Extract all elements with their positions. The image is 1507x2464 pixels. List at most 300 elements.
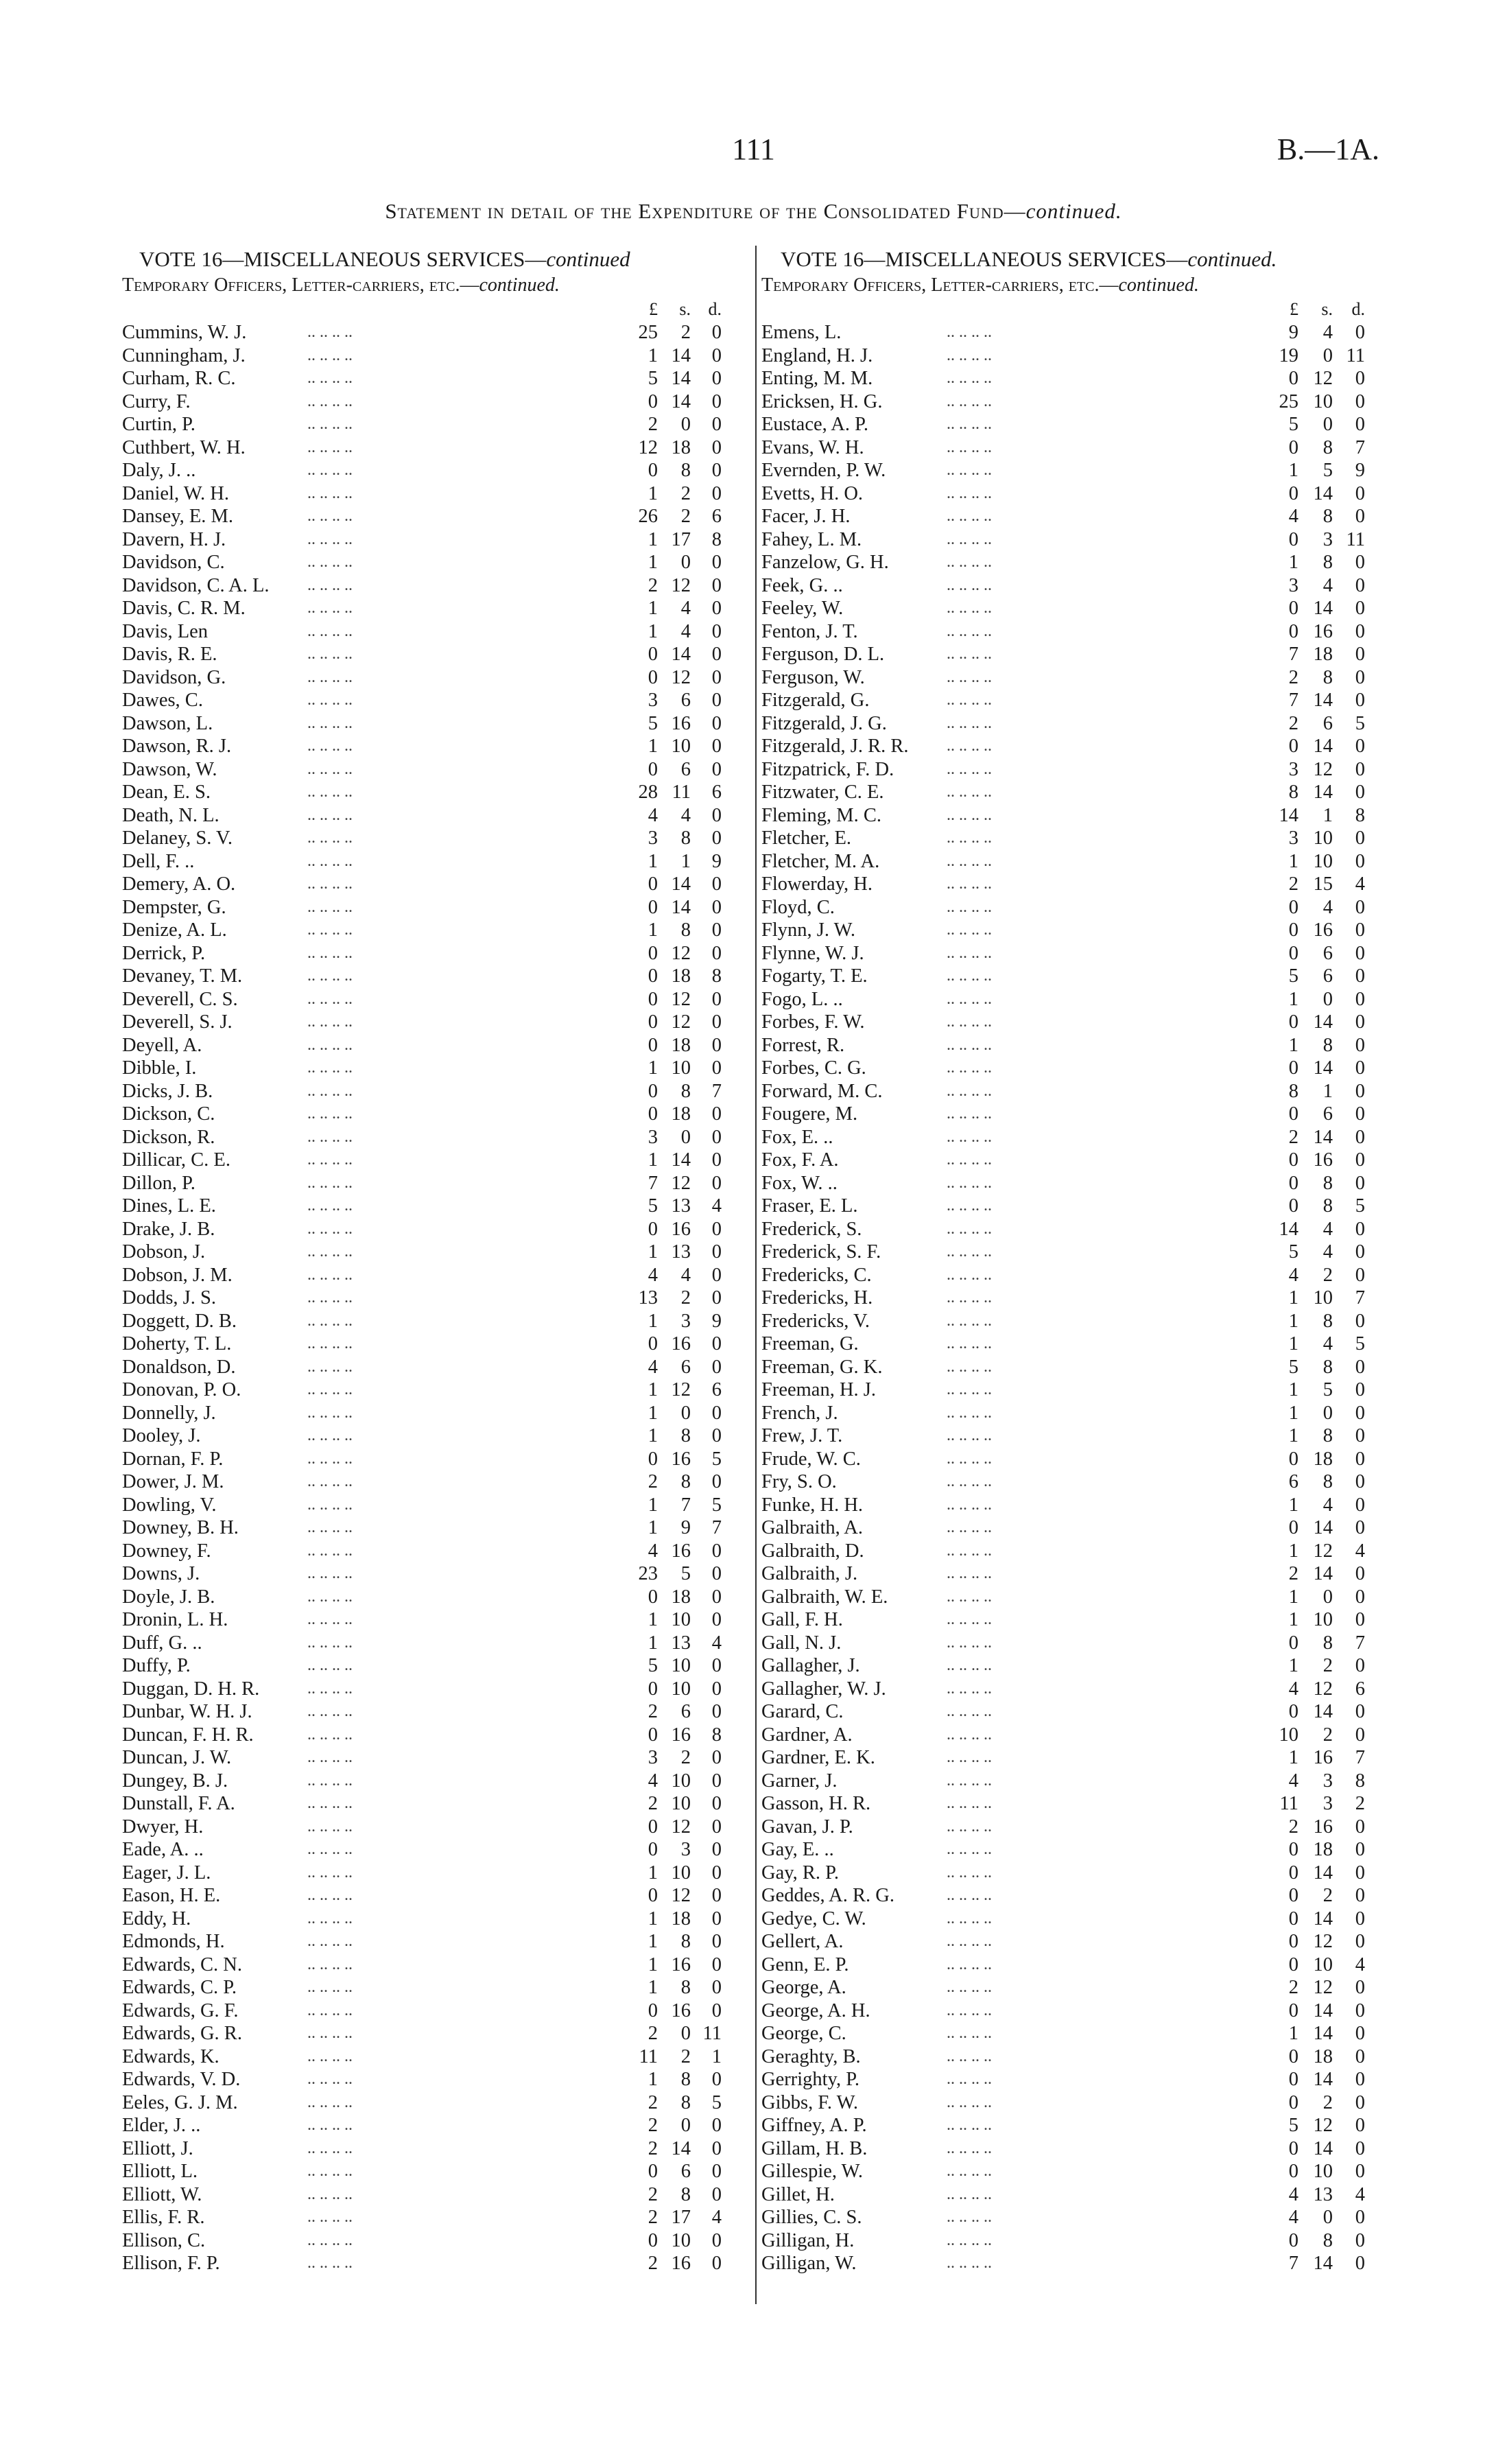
ledger-row	[122, 781, 750, 804]
shillings-value: 16	[1313, 620, 1333, 642]
pounds-value: 14	[1279, 804, 1298, 826]
payee-name: Donnelly, J.	[122, 1402, 216, 1424]
leader-dots: .. .. .. ..	[947, 875, 992, 893]
right-column	[761, 246, 1389, 2275]
ledger-row	[122, 620, 750, 644]
payee-name: Doherty, T. L.	[122, 1333, 232, 1354]
leader-dots: .. .. .. ..	[947, 1335, 992, 1352]
pounds-value: 1	[648, 2069, 658, 2090]
pounds-value: 1	[648, 1977, 658, 1998]
shillings-value: 6	[680, 758, 691, 780]
pounds-value: 0	[1288, 1011, 1298, 1033]
leader-dots: .. .. .. ..	[307, 921, 353, 939]
ledger-row	[761, 1632, 1389, 1655]
payee-name: Feek, G. ..	[761, 574, 843, 596]
shillings-value: 8	[1322, 1425, 1333, 1446]
payee-name: Forbes, F. W.	[761, 1011, 865, 1033]
pounds-value: 0	[1288, 736, 1298, 757]
leader-dots: .. .. .. ..	[947, 1472, 992, 1490]
pounds-value: 10	[1279, 1724, 1298, 1746]
leader-dots: .. .. .. ..	[947, 852, 992, 870]
leader-dots: .. .. .. ..	[307, 943, 353, 962]
pounds-value: 5	[1288, 2115, 1298, 2136]
shillings-value: 4	[1322, 1494, 1333, 1516]
ledger-row	[122, 1586, 750, 1609]
ledger-row	[761, 1034, 1389, 1057]
ledger-row	[761, 1057, 1389, 1080]
pounds-value: 3	[648, 828, 658, 849]
shillings-value: 2	[1322, 1724, 1333, 1746]
payee-name: Gardner, E. K.	[761, 1747, 875, 1768]
ledger-row	[761, 1724, 1389, 1747]
payee-name: Garner, J.	[761, 1770, 838, 1792]
leader-dots: .. .. .. ..	[947, 897, 992, 916]
ledger-row	[761, 1470, 1389, 1494]
pounds-value: 13	[638, 1287, 658, 1309]
shillings-value: 12	[671, 1011, 691, 1033]
leader-dots: .. .. .. ..	[307, 1265, 353, 1284]
pence-value: 0	[1355, 1034, 1365, 1056]
ledger-row	[761, 1976, 1389, 1999]
pounds-value: 8	[1288, 1080, 1298, 1102]
pounds-value: 1	[648, 1953, 658, 1975]
ledger-row	[761, 1264, 1389, 1287]
pence-value: 0	[711, 2115, 722, 2136]
pounds-value: 0	[648, 1218, 658, 1240]
shillings-value: 12	[671, 666, 691, 688]
pounds-value: 0	[1288, 1999, 1298, 2021]
shillings-value: 4	[680, 620, 691, 642]
pounds-value: 2	[648, 2115, 658, 2136]
pounds-value: 3	[648, 1747, 658, 1768]
right-subheading-text: Temporary Officers, Letter-carriers, etc.—	[761, 274, 1119, 296]
payee-name: Fougere, M.	[761, 1103, 858, 1125]
shillings-value: 10	[671, 1655, 691, 1676]
pence-value: 0	[711, 1701, 722, 1722]
pence-value: 0	[1355, 2207, 1365, 2228]
payee-name: Dillicar, C. E.	[122, 1149, 230, 1171]
leader-dots: .. .. .. ..	[947, 1725, 992, 1744]
leader-dots: .. .. .. ..	[947, 1541, 992, 1560]
pounds-value: 1	[648, 344, 658, 366]
pounds-value: 4	[648, 1356, 658, 1378]
leader-dots: .. .. .. ..	[307, 760, 353, 778]
shillings-value: 14	[1313, 2023, 1333, 2044]
payee-name: Davidson, C.	[122, 552, 225, 573]
payee-name: Fenton, J. T.	[761, 620, 858, 642]
shillings-value: 18	[1313, 2045, 1333, 2067]
payee-name: Davidson, C. A. L.	[122, 574, 270, 596]
pounds-value: 0	[1288, 1931, 1298, 1952]
ledger-row	[122, 1516, 750, 1540]
payee-name: Gay, E. ..	[761, 1839, 834, 1860]
leader-dots: .. .. .. ..	[947, 599, 992, 617]
pence-value: 0	[1355, 965, 1365, 987]
ledger-row	[122, 1172, 750, 1195]
leader-dots: .. .. .. ..	[947, 1564, 992, 1582]
payee-name: Ferguson, W.	[761, 666, 865, 688]
shillings-value: 4	[1322, 574, 1333, 596]
pence-value: 1	[711, 2045, 722, 2067]
shillings-value: 12	[1313, 2115, 1333, 2136]
shillings-value: 8	[680, 1080, 691, 1102]
payee-name: Frew, J. T.	[761, 1425, 843, 1446]
payee-name: Fredericks, H.	[761, 1287, 873, 1309]
leader-dots: .. .. .. ..	[947, 1081, 992, 1100]
payee-name: Elliott, J.	[122, 2137, 193, 2159]
left-subheading-continued: continued.	[479, 274, 560, 296]
pence-value: 5	[711, 2091, 722, 2113]
ledger-row	[761, 1378, 1389, 1402]
shillings-value: 14	[1313, 1517, 1333, 1538]
leader-dots: .. .. .. ..	[307, 1289, 353, 1306]
shillings-value: 5	[1322, 1379, 1333, 1400]
shillings-value: 16	[671, 1448, 691, 1470]
pence-value: 4	[1355, 873, 1365, 895]
pounds-value: 0	[648, 1103, 658, 1125]
ledger-row	[122, 1448, 750, 1471]
payee-name: Dawson, R. J.	[122, 736, 232, 757]
pence-value: 0	[711, 2229, 722, 2251]
shillings-value: 8	[680, 2183, 691, 2205]
pence-value: 0	[711, 1586, 722, 1608]
payee-name: Dobson, J.	[122, 1241, 206, 1263]
shillings-value: 16	[1313, 1149, 1333, 1171]
ledger-row	[761, 1792, 1389, 1816]
shillings-value: 0	[680, 2115, 691, 2136]
shillings-value: 2	[1322, 1264, 1333, 1286]
left-column	[122, 246, 750, 2275]
payee-name: Curry, F.	[122, 390, 191, 412]
ledger-row	[122, 919, 750, 942]
pence-value: 0	[1355, 1724, 1365, 1746]
pounds-value: 0	[648, 1333, 658, 1354]
shillings-value: 14	[671, 368, 691, 389]
pounds-value: 1	[1288, 2023, 1298, 2044]
payee-name: Delaney, S. V.	[122, 828, 233, 849]
leader-dots: .. .. .. ..	[307, 897, 353, 916]
payee-name: Downey, B. H.	[122, 1517, 239, 1538]
pence-value: 0	[1355, 919, 1365, 941]
shillings-value: 17	[671, 528, 691, 550]
payee-name: Fitzgerald, J. R. R.	[761, 736, 909, 757]
shillings-value: 14	[1313, 1999, 1333, 2021]
payee-name: Floyd, C.	[761, 896, 835, 918]
shillings-value: 12	[671, 1379, 691, 1400]
shillings-value: 10	[671, 1770, 691, 1792]
pence-value: 0	[711, 1816, 722, 1838]
leader-dots: .. .. .. ..	[947, 576, 992, 594]
leader-dots: .. .. .. ..	[947, 1955, 992, 1973]
left-units-header	[122, 298, 750, 321]
pence-value: 0	[1355, 666, 1365, 688]
pence-value: 2	[1355, 1793, 1365, 1814]
leader-dots: .. .. .. ..	[947, 1978, 992, 1996]
payee-name: Galbraith, D.	[761, 1540, 864, 1562]
ledger-row	[761, 1310, 1389, 1333]
leader-dots: .. .. .. ..	[947, 989, 992, 1008]
pence-value: 0	[1355, 1264, 1365, 1286]
ledger-row	[122, 1999, 750, 2023]
payee-name: Denize, A. L.	[122, 919, 227, 941]
pence-value: 4	[1355, 1540, 1365, 1562]
ledger-row	[122, 1378, 750, 1402]
shillings-value: 8	[1322, 552, 1333, 573]
leader-dots: .. .. .. ..	[947, 622, 992, 640]
payee-name: French, J.	[761, 1402, 838, 1424]
pence-value: 0	[1355, 2023, 1365, 2044]
pence-value: 0	[1355, 896, 1365, 918]
payee-name: Galbraith, J.	[761, 1563, 858, 1584]
pounds-value: 0	[648, 666, 658, 688]
pence-value: 0	[711, 1149, 722, 1171]
leader-dots: .. .. .. ..	[947, 1151, 992, 1169]
pence-value: 0	[1355, 644, 1365, 665]
pounds-value: 0	[648, 896, 658, 918]
pounds-value: 7	[1288, 644, 1298, 665]
ledger-row	[122, 735, 750, 758]
leader-dots: .. .. .. ..	[947, 1679, 992, 1698]
payee-name: Flynne, W. J.	[761, 942, 864, 964]
leader-dots: .. .. .. ..	[307, 1035, 353, 1054]
right-shillings-header: s.	[1321, 299, 1333, 319]
leader-dots: .. .. .. ..	[307, 1173, 353, 1192]
pounds-value: 1	[1288, 1310, 1298, 1332]
pounds-value: 5	[1288, 1241, 1298, 1263]
statement-title	[0, 199, 1507, 224]
ledger-row	[761, 390, 1389, 414]
shillings-value: 0	[1322, 1586, 1333, 1608]
shillings-value: 10	[671, 2229, 691, 2251]
pence-value: 0	[711, 2253, 722, 2274]
leader-dots: .. .. .. ..	[307, 1518, 353, 1536]
shillings-value: 17	[671, 2207, 691, 2228]
pence-value: 0	[711, 736, 722, 757]
right-units-header	[761, 298, 1389, 321]
pence-value: 6	[1355, 1678, 1365, 1700]
pence-value: 0	[711, 758, 722, 780]
pounds-value: 0	[1288, 919, 1298, 941]
payee-name: Fitzgerald, G.	[761, 690, 870, 711]
ledger-row	[122, 2091, 750, 2115]
ledger-row	[122, 1562, 750, 1586]
payee-name: Dobson, J. M.	[122, 1264, 233, 1286]
leader-dots: .. .. .. ..	[947, 2024, 992, 2042]
ledger-row	[122, 712, 750, 736]
pounds-value: 0	[1288, 482, 1298, 504]
leader-dots: .. .. .. ..	[947, 2231, 992, 2249]
pence-value: 0	[1355, 1839, 1365, 1860]
pence-value: 11	[702, 2023, 722, 2044]
pounds-value: 1	[648, 919, 658, 941]
pounds-value: 1	[648, 1609, 658, 1630]
left-shillings-header: s.	[679, 299, 691, 319]
pence-value: 0	[711, 460, 722, 481]
pounds-value: 9	[1288, 322, 1298, 343]
ledger-row	[761, 666, 1389, 690]
ledger-row	[761, 1953, 1389, 1977]
pence-value: 7	[1355, 1747, 1365, 1768]
shillings-value: 13	[671, 1241, 691, 1263]
pence-value: 0	[711, 1264, 722, 1286]
leader-dots: .. .. .. ..	[947, 737, 992, 755]
pounds-value: 2	[648, 414, 658, 435]
shillings-value: 16	[1313, 1816, 1333, 1838]
pounds-value: 0	[648, 2229, 658, 2251]
leader-dots: .. .. .. ..	[307, 2070, 353, 2088]
shillings-value: 2	[680, 2045, 691, 2067]
payee-name: Fleming, M. C.	[761, 804, 881, 826]
payee-name: Davidson, G.	[122, 666, 226, 688]
pence-value: 0	[1355, 1471, 1365, 1492]
pence-value: 0	[1355, 506, 1365, 527]
payee-name: Frude, W. C.	[761, 1448, 861, 1470]
leader-dots: .. .. .. ..	[947, 346, 992, 364]
leader-dots: .. .. .. ..	[947, 1886, 992, 1904]
ledger-row	[122, 2206, 750, 2229]
pence-value: 0	[711, 1655, 722, 1676]
shillings-value: 12	[1313, 1977, 1333, 1998]
ledger-row	[761, 850, 1389, 873]
pounds-value: 4	[648, 1770, 658, 1792]
leader-dots: .. .. .. ..	[947, 921, 992, 939]
pence-value: 0	[1355, 1609, 1365, 1630]
payee-name: Dwyer, H.	[122, 1816, 204, 1838]
pounds-value: 11	[639, 2045, 658, 2067]
pounds-value: 1	[648, 1862, 658, 1884]
shillings-value: 0	[680, 1402, 691, 1424]
leader-dots: .. .. .. ..	[947, 806, 992, 824]
pence-value: 0	[711, 2137, 722, 2159]
shillings-value: 15	[1313, 873, 1333, 895]
pence-value: 8	[711, 965, 722, 987]
shillings-value: 16	[671, 1953, 691, 1975]
payee-name: Deyell, A.	[122, 1034, 202, 1056]
leader-dots: .. .. .. ..	[947, 943, 992, 962]
ledger-row	[761, 436, 1389, 460]
shillings-value: 10	[1313, 1287, 1333, 1309]
shillings-value: 0	[680, 552, 691, 573]
leader-dots: .. .. .. ..	[307, 1886, 353, 1904]
ledger-row	[122, 1470, 750, 1494]
pounds-value: 1	[1288, 1747, 1298, 1768]
payee-name: Freeman, H. J.	[761, 1379, 877, 1400]
payee-name: Facer, J. H.	[761, 506, 851, 527]
payee-name: Dawson, W.	[122, 758, 217, 780]
payee-name: Gerrighty, P.	[761, 2069, 860, 2090]
pence-value: 9	[1355, 460, 1365, 481]
shillings-value: 0	[1322, 1402, 1333, 1424]
pounds-value: 0	[1288, 436, 1298, 458]
leader-dots: .. .. .. ..	[307, 323, 353, 341]
leader-dots: .. .. .. ..	[947, 1863, 992, 1881]
shillings-value: 8	[680, 1931, 691, 1952]
shillings-value: 5	[1322, 460, 1333, 481]
pounds-value: 1	[1288, 1402, 1298, 1424]
ledger-row	[122, 528, 750, 552]
ledger-row	[122, 1402, 750, 1425]
payee-name: Gall, N. J.	[761, 1632, 842, 1654]
pence-value: 0	[711, 828, 722, 849]
leader-dots: .. .. .. ..	[307, 1197, 353, 1215]
leader-dots: .. .. .. ..	[307, 1013, 353, 1031]
payee-name: Davis, C. R. M.	[122, 598, 246, 619]
pounds-value: 1	[648, 1425, 658, 1446]
pence-value: 0	[1355, 1977, 1365, 1998]
ledger-row	[761, 1700, 1389, 1724]
pence-value: 0	[711, 368, 722, 389]
payee-name: Flowerday, H.	[761, 873, 873, 895]
payee-name: Gellert, A.	[761, 1931, 844, 1952]
payee-name: Elliott, L.	[122, 2161, 198, 2182]
shillings-value: 12	[1313, 758, 1333, 780]
leader-dots: .. .. .. ..	[307, 875, 353, 893]
ledger-row	[122, 2137, 750, 2161]
payee-name: Doggett, D. B.	[122, 1310, 237, 1332]
shillings-value: 2	[1322, 1885, 1333, 1906]
pence-value: 0	[711, 482, 722, 504]
ledger-row	[761, 1540, 1389, 1563]
payee-name: George, C.	[761, 2023, 846, 2044]
payee-name: Donovan, P. O.	[122, 1379, 241, 1400]
pounds-value: 3	[648, 690, 658, 711]
ledger-row	[122, 2022, 750, 2045]
ledger-row	[761, 2137, 1389, 2161]
ledger-row	[761, 2183, 1389, 2207]
pence-value: 0	[711, 620, 722, 642]
pence-value: 8	[711, 1724, 722, 1746]
pence-value: 5	[711, 1448, 722, 1470]
leader-dots: .. .. .. ..	[947, 2162, 992, 2180]
pence-value: 8	[711, 528, 722, 550]
shillings-value: 8	[1322, 1632, 1333, 1654]
shillings-value: 14	[1313, 1908, 1333, 1929]
ledger-row	[122, 597, 750, 620]
payee-name: Ellis, F. R.	[122, 2207, 205, 2228]
ledger-row	[122, 1678, 750, 1701]
payee-name: Giffney, A. P.	[761, 2115, 867, 2136]
ledger-row	[761, 965, 1389, 988]
leader-dots: .. .. .. ..	[307, 668, 353, 686]
pence-value: 9	[711, 850, 722, 872]
pence-value: 0	[1355, 2045, 1365, 2067]
pounds-value: 8	[1288, 782, 1298, 803]
ledger-row	[761, 873, 1389, 896]
ledger-row	[122, 551, 750, 574]
shillings-value: 12	[671, 988, 691, 1010]
leader-dots: .. .. .. ..	[307, 1243, 353, 1260]
pence-value: 0	[711, 1126, 722, 1148]
payee-name: Fletcher, M. A.	[761, 850, 880, 872]
leader-dots: .. .. .. ..	[307, 737, 353, 755]
payee-name: Derrick, P.	[122, 942, 206, 964]
leader-dots: .. .. .. ..	[307, 553, 353, 571]
shillings-value: 4	[1322, 1333, 1333, 1354]
ledger-row	[761, 1884, 1389, 1908]
leader-dots: .. .. .. ..	[307, 622, 353, 640]
pence-value: 0	[1355, 552, 1365, 573]
pounds-value: 0	[1288, 896, 1298, 918]
ledger-row	[761, 1562, 1389, 1586]
payee-name: George, A. H.	[761, 1999, 870, 2021]
pence-value: 0	[1355, 368, 1365, 389]
payee-name: Dibble, I.	[122, 1057, 197, 1079]
ledger-row	[761, 781, 1389, 804]
ledger-row	[122, 1057, 750, 1080]
shillings-value: 8	[1322, 1172, 1333, 1194]
leader-dots: .. .. .. ..	[307, 415, 353, 433]
payee-name: Downey, F.	[122, 1540, 211, 1562]
